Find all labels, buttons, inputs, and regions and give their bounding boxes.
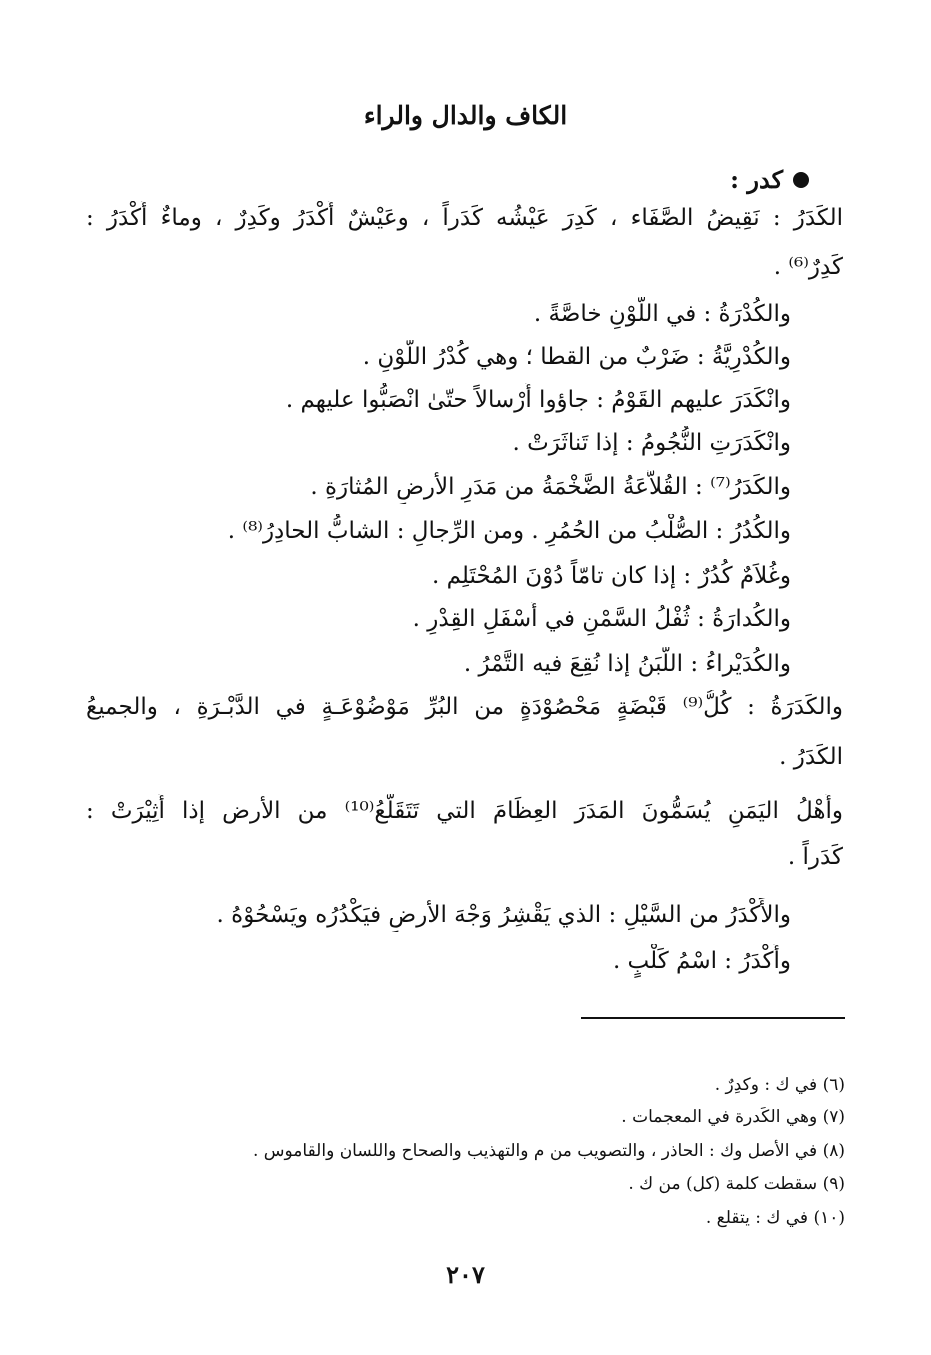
body-line: والكَدَرُ⁽⁷⁾ : القُلاَّعَةُ الضَّخْمَةُ من مَدَرِ الأرضِ المُثارَةِ . [310, 474, 791, 500]
body-line: الكَدَرُ : نَقِيضُ الصَّفَاء ، كَدِرَ عَيْشُه كَدَراً ، وعَيْشٌ أَكْدَرُ وكَدِرٌ ، وماءٌ أَكْدَرُ : [86, 205, 843, 231]
body-line: والكَدَرَةُ : كُلُّ⁽⁹⁾ قَبْضَةٍ مَحْصُوْدَةٍ من البُرِّ مَوْضُوْعَـةٍ في الدَّبْـرَةِ ، والجميعُ [86, 694, 843, 720]
body-line: الكَدَرُ . [779, 744, 843, 770]
body-line: والأَكْدَرُ من السَّيْلِ : الذي يَقْشِرُ وَجْهَ الأرضِ فيَكْدُرُه ويَسْحُوْهُ . [216, 902, 791, 928]
footnote: (١٠) في ك : يتقلع . [705, 1208, 845, 1228]
body-line: والكُدُرُ : الصُّلْبُ من الحُمُرِ . ومن الرِّجالِ : الشابُّ الحادِرُ⁽⁸⁾ . [227, 518, 791, 544]
footnote: (٩) سقطت كلمة (كل) من ك . [628, 1174, 845, 1194]
body-line: وأَكْدَرُ : اسْمُ كَلْبٍ . [612, 948, 791, 974]
footnote: (٨) في الأصل وك : الحاذر ، والتصويب من م والتهذيب والصحاح واللسان والقاموس . [252, 1141, 845, 1161]
entry-heading [730, 162, 809, 198]
body-line: والكُدْرِيَّةُ : ضَرْبٌ من القطا ؛ وهي كُدْرُ اللَّوْنِ . [362, 344, 791, 370]
page-number: ٢٠٧ [446, 1260, 485, 1289]
body-line: كَدَراً . [787, 844, 843, 870]
body-line: وغُلاَمٌ كُدُرٌ : إذا كان تامّاً دُوْنَ المُحْتَلِم . [431, 563, 791, 589]
page-header-title: الكاف والدال والراء [363, 101, 568, 130]
body-line: والكُدْرَةُ : في اللَّوْنِ خاصَّةً . [533, 301, 791, 327]
body-line: والكُدَيْراءُ : اللَّبَنُ إذا نُقِعَ فيه التَّمْرُ . [463, 651, 791, 677]
bullet-icon [793, 172, 809, 188]
body-line: وأَهْلُ اليَمَنِ يُسَمُّونَ المَدَرَ العِظَامَ التي تَتَقَلَّعُ⁽¹⁰⁾ من الأرض إذا أُثِيْرَتْ : [86, 798, 843, 824]
body-line: كَدِرٌ⁽⁶⁾ . [773, 254, 843, 280]
footnote: (٦) في ك : وكدِرٌ . [714, 1075, 845, 1095]
body-line: والكُدارَةُ : ثُفْلُ السَّمْنِ في أَسْفَلِ القِدْرِ . [412, 606, 791, 632]
footnote: (٧) وهي الكَدرة في المعجمات . [621, 1107, 845, 1127]
body-line: وانْكَدَرَ عليهم القَوْمُ : جاؤوا أَرْسالاً حتّىٰ انْصَبُّوا عليهم . [285, 387, 791, 413]
entry-heading-label: كدر : [730, 165, 783, 194]
footnote-divider [581, 1017, 845, 1019]
body-line: وانْكَدَرَتِ النُّجُومُ : إذا تَناثَرَتْ . [512, 430, 791, 456]
